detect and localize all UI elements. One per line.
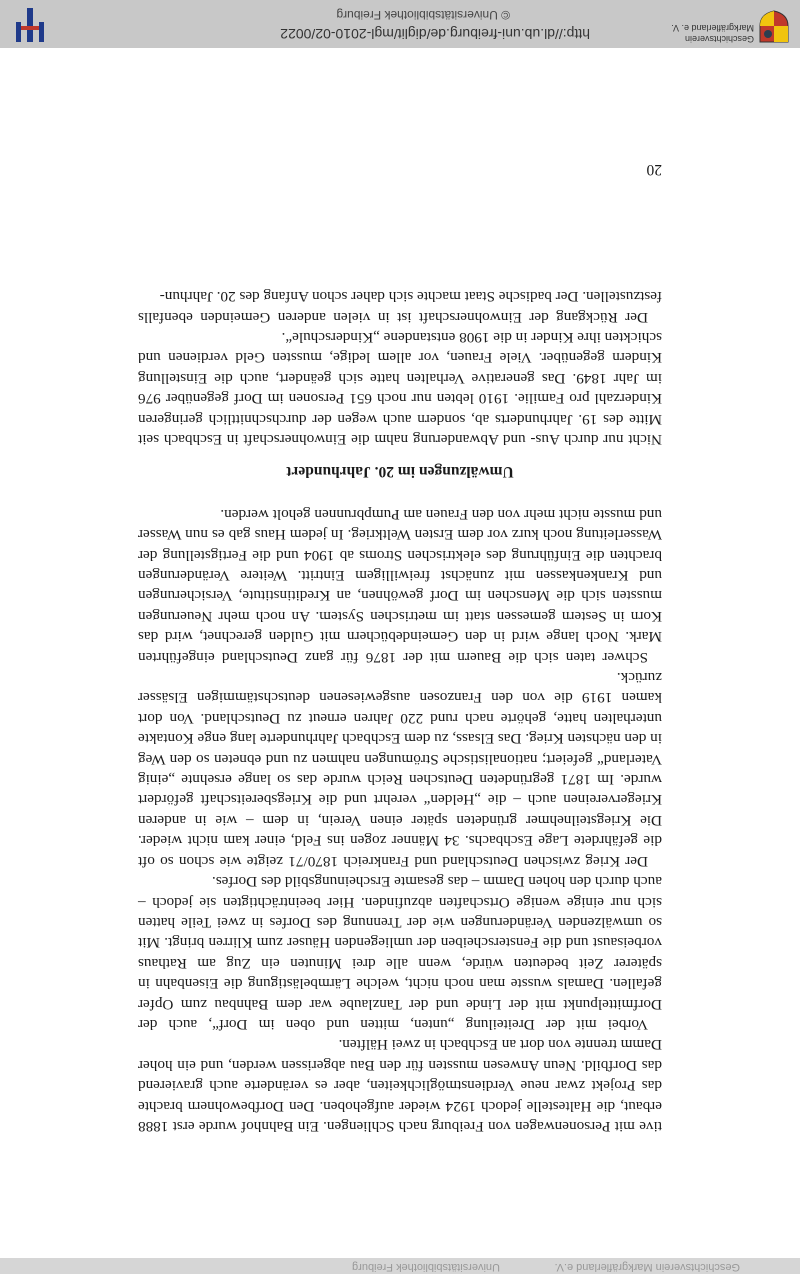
footer-bar xyxy=(0,0,800,48)
faint-library-label: Universitätsbibliothek Freiburg xyxy=(352,1261,500,1273)
faint-header-strip xyxy=(0,1258,800,1274)
paragraph: Vorbei mit der Dreiteilung „unten, mitten und oben im Dorf“, auch der Dorfmittelpunkt mit der Linde und der Tanzlaube war dem Bahnbau zum Opfer gefallen. Damals wusste man noch nicht, welche Lärmbelästigung die Eisenbahn in späterer Zeit bedeuten würde, wenn alle drei Minuten ein Zug am Rathaus vorbeisaust und die Fensterscheiben der umliegenden Häuser zum Klirren bringt. Mit so umwälzenden Veränderungen wie der Trennung des Dorfes in zwei Teile hatten sich nur einige wenige Ortschaften abzufinden. Hier beeinträchtigten sie jedoch – auch durch den hohen Damm – das gesamte Erscheinungsbild des Dorfes. xyxy=(138,873,662,1033)
society-name xyxy=(671,22,754,44)
paragraph: tive mit Personenwagen von Freiburg nach Schliengen. Ein Bahnhof wurde erst 1888 erbaut, die Haltestelle jedoch 1924 wieder aufgehoben. Den Dorfbewohnern brachte das Projekt zwar neue Verdienstmöglichkeiten, aber es veränderte auch gravierend das Dorfbild. Neun Anwesen mussten für den Bau abgerissen werden, und ein hoher Damm trennte von dort an Eschbach in zwei Hälften. xyxy=(138,1036,662,1135)
society-line: Markgräflerland e. V. xyxy=(671,23,754,33)
society-line: Geschichtsverein xyxy=(684,34,754,44)
paragraph: Schwer taten sich die Bauern mit der 1876 für ganz Deutschland eingeführten Mark. Noch lange wird in den Gemeindebüchern mit Gulden gerechnet, wird das Korn in Sestern gemessen statt im metrischen System. An noch mehr Neuerungen mussten sich die Menschen im Dorf gewöhnen, an Kreditinstitute, Versicherungen und Krankenkassen mit zunächst freiwilligem Eintritt. Weitere Veränderungen brachten die Einführung des elektrischen Stroms ab 1904 und die Fertigstellung der Wasserleitung noch kurz vor dem Ersten Weltkrieg. In jedem Haus gab es nun Wasser und musste nicht mehr von den Frauen am Pumpbrunnen geholt werden. xyxy=(138,505,662,666)
faint-society-label: Geschichtsverein Markgräflerland e.V. xyxy=(554,1261,740,1273)
document-url-link[interactable]: http://dl.ub.uni-freiburg.de/diglit/mgl-2010-02/0022 xyxy=(280,26,590,42)
page-number: 20 xyxy=(646,161,662,178)
library-logo-icon xyxy=(12,6,48,44)
paragraph: Der Krieg zwischen Deutschland und Frankreich 1870/71 zeigte wie schon so oft die gefährdete Lage Eschbachs. 34 Männer zogen ins Feld, einer kam nicht wieder. Die Kriegsteilnehmer gründeten später einen Verein, in dem – wie in anderen Kriegervereinen auch – die „Helden“ verehrt und die Kriegsbereitschaft gefördert wurde. Im 1871 gegründeten Deutschen Reich wurde das so lange ersehnte „einig Vaterland“ gefeiert; nationalistische Strömungen nahmen zu und ebneten so den Weg in den nächsten Krieg. Das Elsass, zu dem Eschbach Jahrhunderte lang enge Kontakte unterhalten hatte, gehörte nach rund 220 Jahren erneut zu Deutschland. Von dort kamen 1919 die von den Franzosen ausgewiesenen deutschstämmigen Elsässer zurück. xyxy=(138,669,662,870)
society-crest-icon xyxy=(758,10,790,44)
paragraph: Nicht nur durch Aus- und Abwanderung nahm die Einwohnerschaft in Eschbach seit Mitte des 19. Jahrhunderts ab, sondern auch wegen der durchschnittlich geringeren Kinderzahl pro Familie. 1910 lebten nur noch 651 Personen im Dorf gegenüber 976 im Jahr 1849. Das generative Verhalten hatte sich geändert, auch die Einstellung Kindern gegenüber. Viele Frauen, vor allem ledige, mussten Geld verdienen und schickten ihre Kinder in die 1908 entstandene „Kinderschule“. xyxy=(138,328,662,448)
copyright-text: © Universitätsbibliothek Freiburg xyxy=(336,8,510,22)
paragraph: Der Rückgang der Einwohnerschaft ist in vielen anderen Gemeinden ebenfalls festzustellen. Der badische Staat machte sich daher schon Anfang des 20. Jahrhun- xyxy=(138,288,662,326)
section-heading: Umwälzungen im 20. Jahrhundert xyxy=(286,463,514,481)
document-body xyxy=(138,286,662,1136)
